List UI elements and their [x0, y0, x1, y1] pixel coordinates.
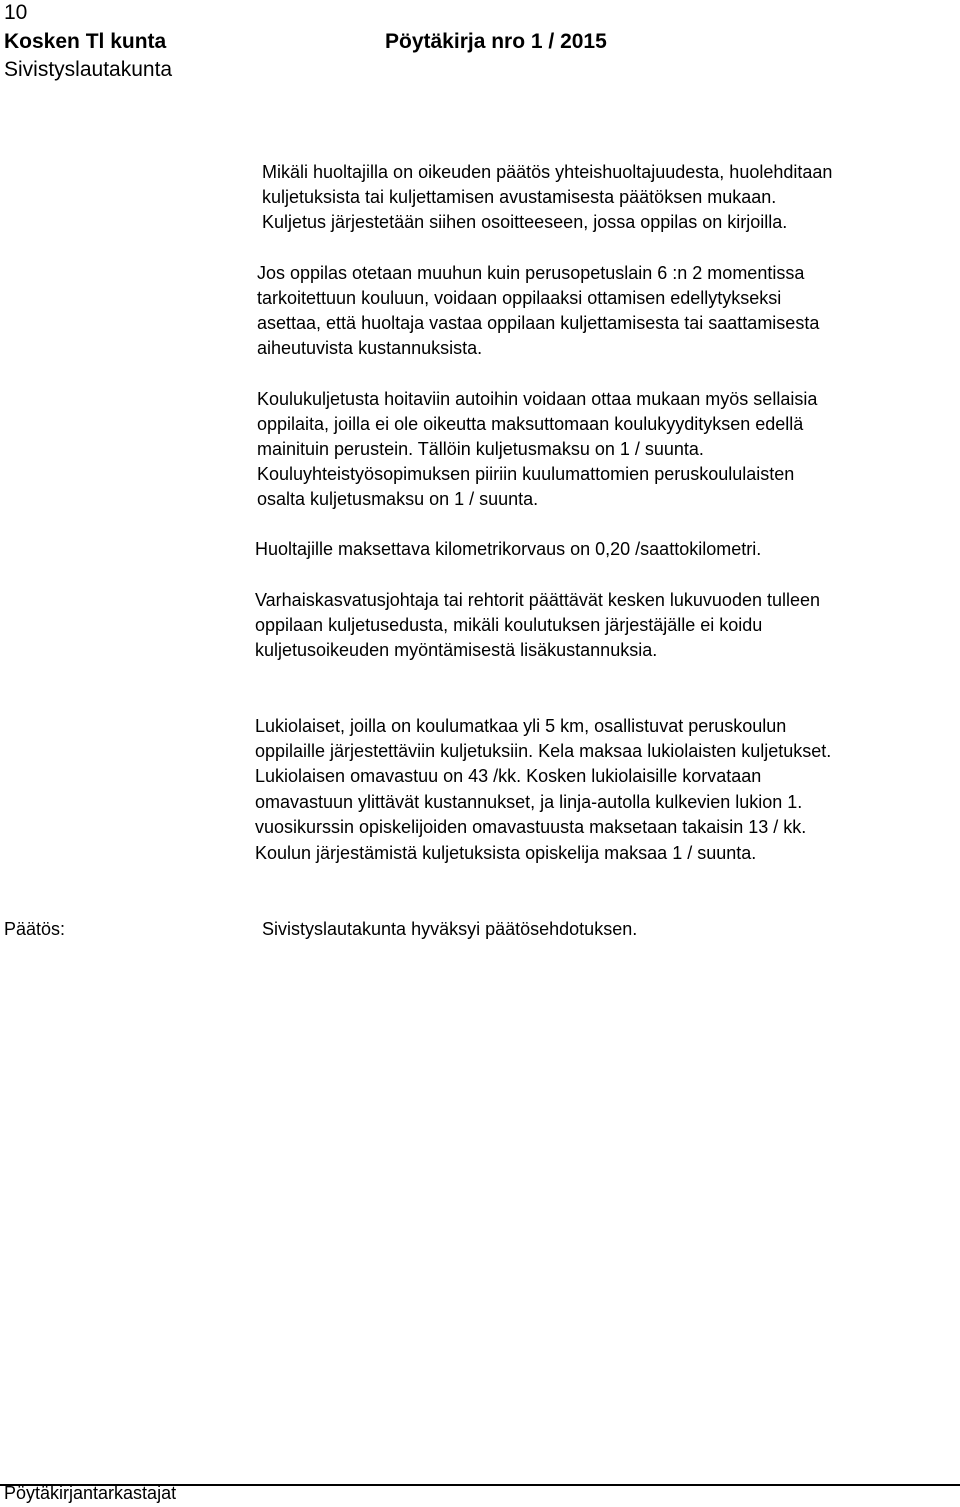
text-line: Jos oppilas otetaan muuhun kuin perusopetuslain 6 :n 2 momentissa: [257, 263, 805, 283]
decision-label: Päätös:: [4, 919, 66, 939]
text-line: asettaa, että huoltaja vastaa oppilaan kuljettamisesta tai saattamisesta: [257, 313, 820, 333]
municipality-name: Kosken Tl kunta: [4, 30, 167, 53]
text-line: omavastuun ylittävät kustannukset, ja linja-autolla kulkevien lukion 1.: [255, 792, 803, 812]
document-title: Pöytäkirja nro 1 / 2015: [385, 30, 607, 53]
text-line: aiheutuvista kustannuksista.: [257, 338, 483, 358]
text-line: Kuljetus järjestetään siihen osoitteeseen, jossa oppilas on kirjoilla.: [262, 212, 788, 232]
text-line: tarkoitettuun kouluun, voidaan oppilaaksi ottamisen edellytykseksi: [257, 288, 782, 308]
text-line: mainituin perustein. Tällöin kuljetusmaksu on 1 / suunta.: [257, 439, 704, 459]
decision-text: Sivistyslautakunta hyväksyi päätösehdotuksen.: [262, 919, 638, 939]
text-line: Varhaiskasvatusjohtaja tai rehtorit päättävät kesken lukuvuoden tulleen: [255, 590, 821, 610]
text-line: vuosikurssin opiskelijoiden omavastuusta maksetaan takaisin 13 / kk.: [255, 817, 807, 837]
text-line: osalta kuljetusmaksu on 1 / suunta.: [257, 489, 539, 509]
text-line: Kouluyhteistyösopimuksen piiriin kuulumattomien peruskoululaisten: [257, 464, 795, 484]
text-line: Koulukuljetusta hoitaviin autoihin voidaan ottaa mukaan myös sellaisia: [257, 389, 818, 409]
text-line: oppilaan kuljetusedusta, mikäli koulutuksen järjestäjälle ei koidu: [255, 615, 763, 635]
text-line: kuljetuksista tai kuljettamisen avustamisesta päätöksen mukaan.: [262, 187, 777, 207]
text-line: Huoltajille maksettava kilometrikorvaus on 0,20 /saattokilometri.: [255, 539, 762, 559]
text-line: oppilaille järjestettäviin kuljetuksiin. Kela maksaa lukiolaisten kuljetukset.: [255, 741, 832, 761]
text-line: Mikäli huoltajilla on oikeuden päätös yhteishuoltajuudesta, huolehditaan: [262, 162, 833, 182]
text-line: oppilaita, joilla ei ole oikeutta maksuttomaan koulukyydityksen edellä: [257, 414, 804, 434]
text-line: kuljetusoikeuden myöntämisestä lisäkustannuksia.: [255, 640, 658, 660]
text-line: Lukiolaisen omavastuu on 43 /kk. Kosken lukiolaisille korvataan: [255, 766, 762, 786]
footer-label: Pöytäkirjantarkastajat: [4, 1483, 177, 1503]
text-line: Lukiolaiset, joilla on koulumatkaa yli 5 km, osallistuvat peruskoulun: [255, 716, 787, 736]
board-name: Sivistyslautakunta: [4, 58, 173, 81]
text-line: Koulun järjestämistä kuljetuksista opiskelija maksaa 1 / suunta.: [255, 843, 757, 863]
page-number: 10: [4, 1, 28, 24]
